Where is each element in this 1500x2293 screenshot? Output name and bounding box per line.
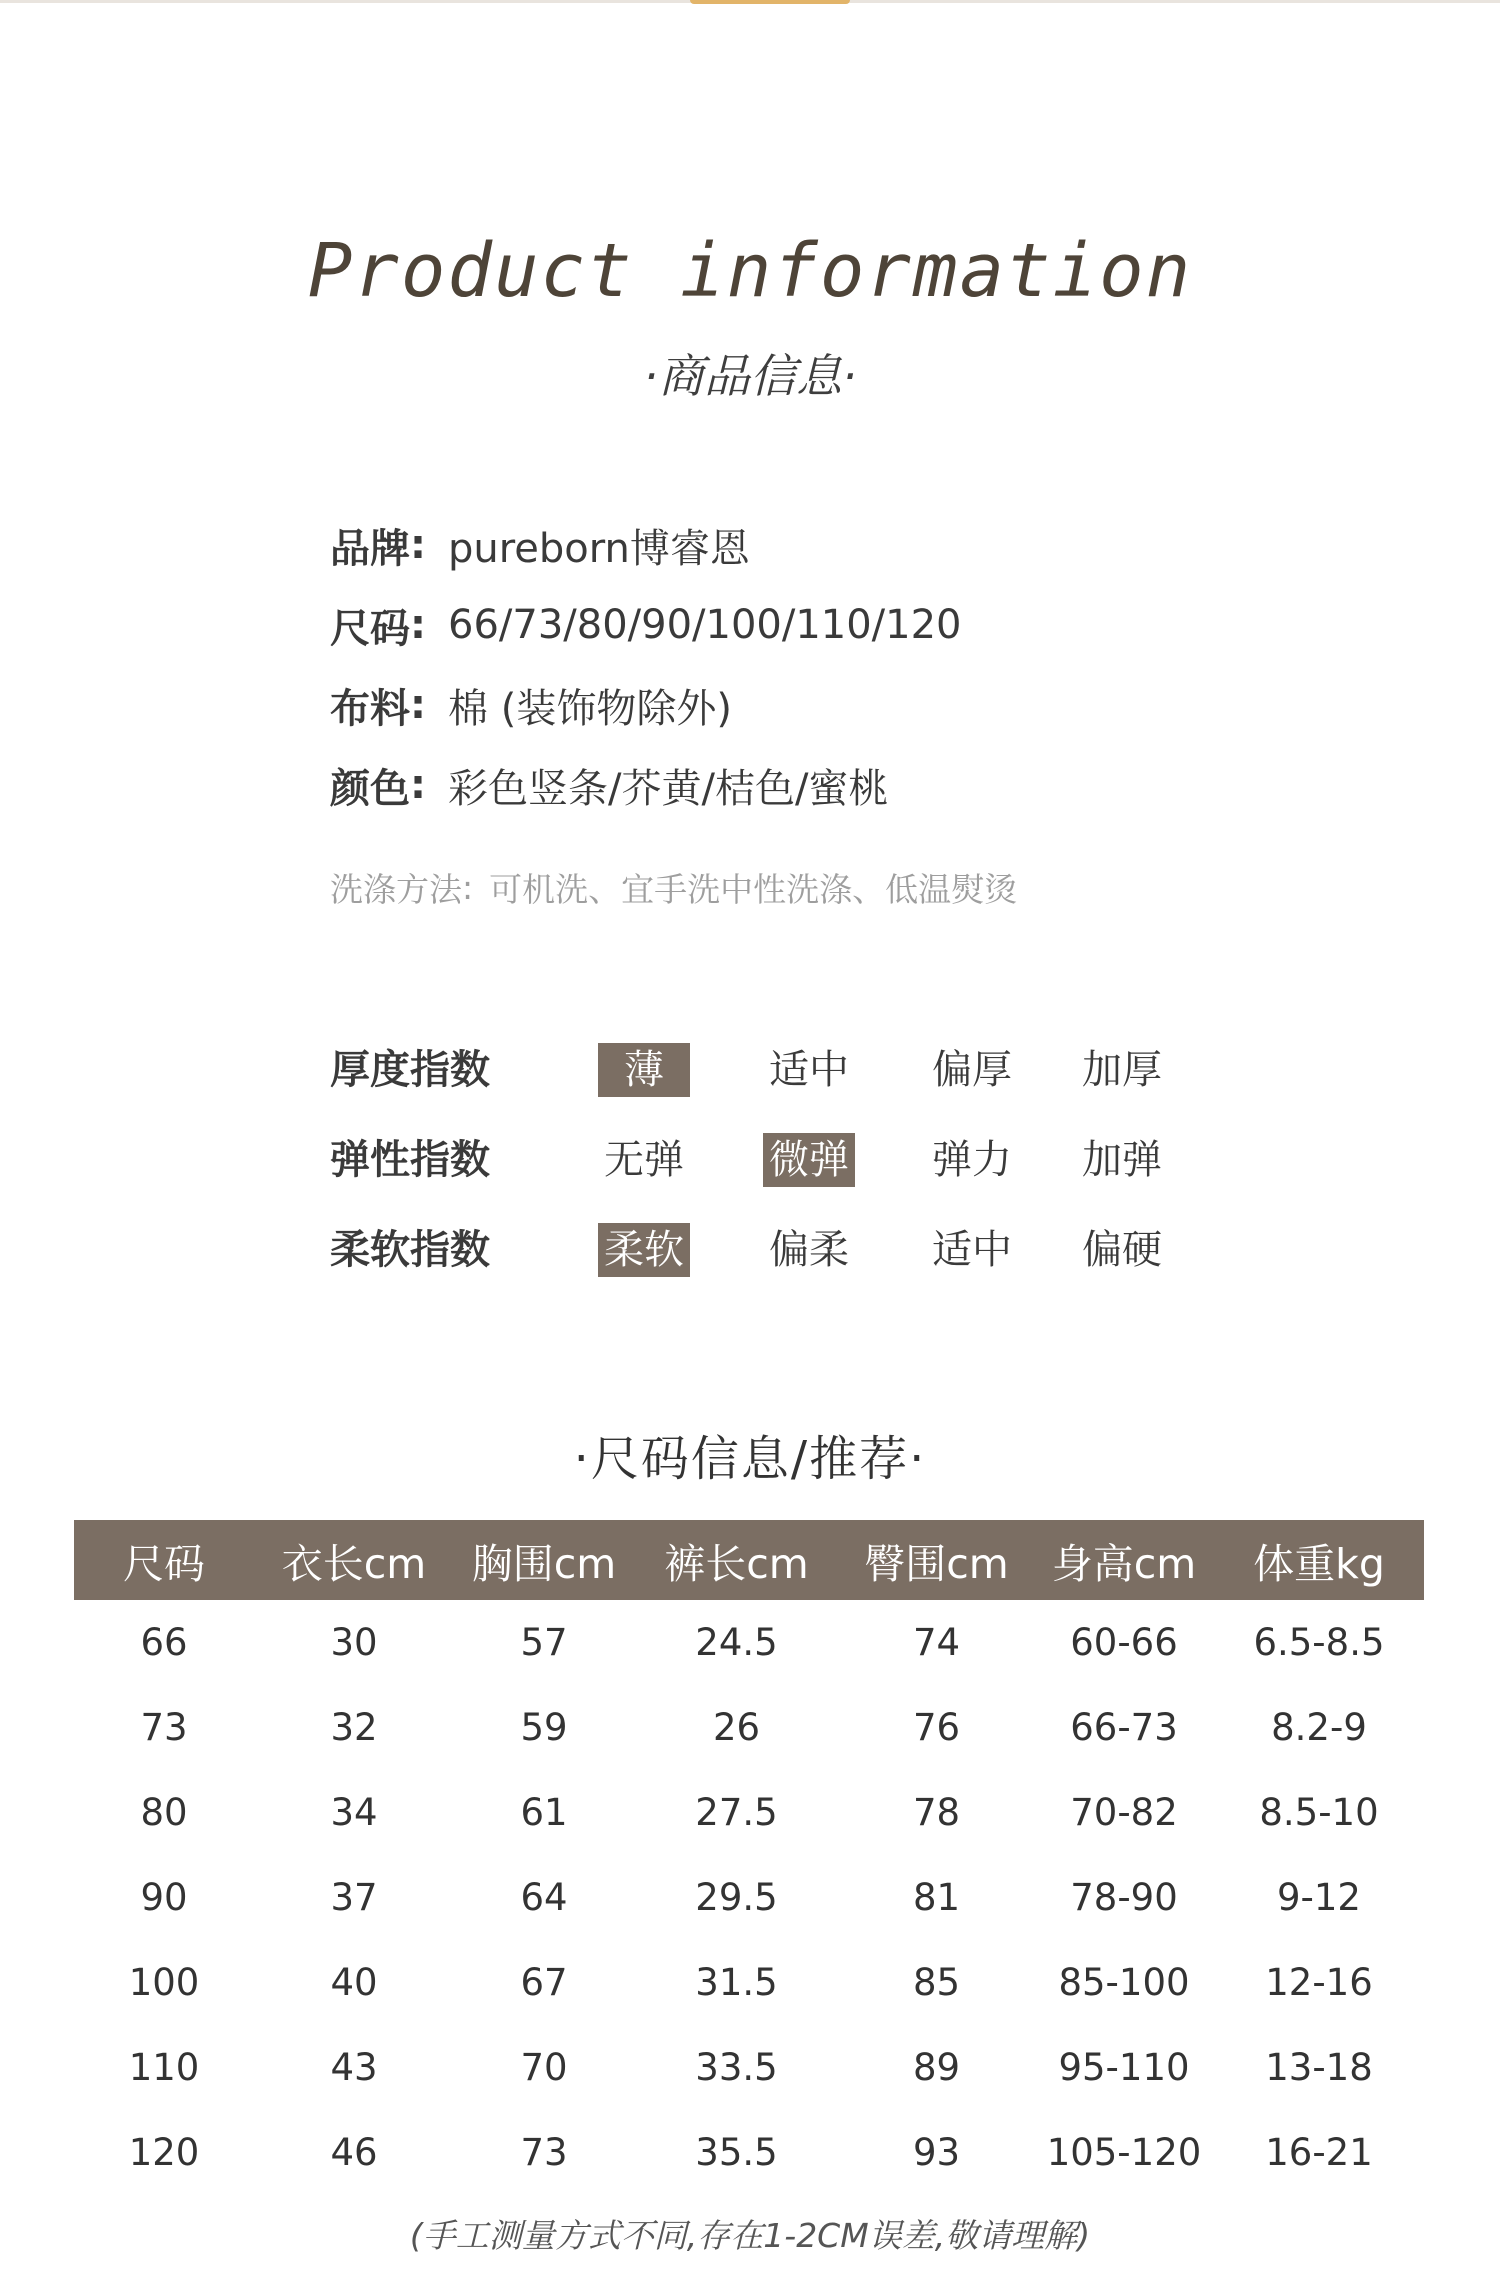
softness-option: 适中 (932, 1227, 1012, 1273)
table-cell: 93 (912, 2131, 961, 2174)
thickness-index-label: 厚度指数 (330, 1047, 490, 1093)
thickness-option: 薄 (598, 1043, 690, 1097)
table-cell: 90 (140, 1876, 188, 1919)
table-cell: 70-82 (1070, 1791, 1178, 1834)
table-cell: 33.5 (695, 2046, 778, 2089)
table-cell: 61 (520, 1791, 568, 1834)
table-cell: 16-21 (1265, 2131, 1373, 2174)
table-cell: 80 (140, 1791, 188, 1834)
table-cell: 6.5-8.5 (1253, 1621, 1385, 1664)
table-cell: 73 (140, 1706, 188, 1749)
thickness-option: 偏厚 (932, 1047, 1012, 1093)
table-cell: 57 (520, 1621, 568, 1664)
info-size-sep: : (410, 602, 426, 648)
top-accent-mark (690, 0, 850, 4)
info-wash-sep: : (462, 867, 474, 907)
info-fabric (330, 665, 1017, 745)
table-cell: 120 (128, 2131, 200, 2174)
table-cell: 81 (912, 1876, 961, 1919)
elasticity-option: 无弹 (604, 1137, 684, 1183)
column-header: 衣长cm (254, 1520, 454, 1600)
info-brand-sep: : (410, 522, 426, 568)
info-color-sep: : (410, 762, 426, 808)
table-row (74, 1600, 1424, 1685)
info-size-value: 66/73/80/90/100/110/120 (448, 602, 962, 648)
table-cell: 35.5 (695, 2131, 778, 2174)
table-cell: 46 (330, 2131, 378, 2174)
table-cell: 110 (128, 2046, 200, 2089)
table-cell: 66-73 (1070, 1706, 1178, 1749)
column-header: 裤长cm (634, 1520, 839, 1600)
info-wash-label: 洗涤方法 (330, 869, 462, 909)
column-header: 身高cm (1034, 1520, 1214, 1600)
softness-index-label: 柔软指数 (330, 1227, 490, 1273)
table-cell: 74 (912, 1621, 961, 1664)
table-cell: 78 (912, 1791, 961, 1834)
table-cell: 8.5-10 (1259, 1791, 1379, 1834)
table-cell: 13-18 (1265, 2046, 1373, 2089)
table-cell: 43 (330, 2046, 378, 2089)
elasticity-option: 加弹 (1082, 1137, 1162, 1183)
table-cell: 64 (520, 1876, 568, 1919)
info-color-label: 颜色 (330, 765, 410, 812)
table-cell: 73 (520, 2131, 568, 2174)
softness-option: 柔软 (598, 1223, 690, 1277)
column-header: 臀围cm (839, 1520, 1034, 1600)
table-cell: 34 (330, 1791, 378, 1834)
info-wash-value: 可机洗、宜手洗中性洗涤、低温熨烫 (489, 869, 1018, 909)
info-brand-label: 品牌 (330, 525, 410, 572)
table-cell: 76 (912, 1706, 961, 1749)
thickness-option: 适中 (769, 1047, 849, 1093)
info-color-value: 彩色竖条/芥黄/桔色/蜜桃 (448, 765, 889, 812)
size-table (74, 1520, 1424, 2195)
elasticity-index-label: 弹性指数 (330, 1137, 490, 1183)
measurement-note: (手工测量方式不同,存在1-2CM误差,敬请理解) (409, 2216, 1091, 2255)
elasticity-option: 弹力 (932, 1137, 1012, 1183)
size-section-title: ·尺码信息/推荐· (573, 1431, 927, 1487)
table-cell: 95-110 (1058, 2046, 1190, 2089)
table-cell: 37 (330, 1876, 378, 1919)
table-cell: 24.5 (695, 1621, 778, 1664)
table-cell: 30 (330, 1621, 378, 1664)
elasticity-index-row (330, 1130, 1230, 1220)
table-row (74, 1770, 1424, 1855)
table-cell: 85-100 (1058, 1961, 1190, 2004)
thickness-option: 加厚 (1082, 1047, 1162, 1093)
table-row (74, 1940, 1424, 2025)
thickness-index-row (330, 1040, 1230, 1130)
table-row (74, 2025, 1424, 2110)
table-cell: 66 (140, 1621, 188, 1664)
table-cell: 105-120 (1046, 2131, 1202, 2174)
column-header: 体重kg (1214, 1520, 1424, 1600)
table-cell: 29.5 (695, 1876, 778, 1919)
info-fabric-value: 棉 (装饰物除外) (448, 685, 732, 732)
info-brand-value: pureborn博睿恩 (448, 525, 750, 572)
table-row (74, 1685, 1424, 1770)
info-size (330, 585, 1017, 665)
info-brand (330, 505, 1017, 585)
softness-option: 偏硬 (1082, 1227, 1162, 1273)
fabric-index-panel (330, 1040, 1230, 1310)
table-cell: 12-16 (1265, 1961, 1373, 2004)
column-header: 胸围cm (454, 1520, 634, 1600)
table-cell: 27.5 (695, 1791, 778, 1834)
table-row (74, 1855, 1424, 1940)
table-cell: 9-12 (1277, 1876, 1361, 1919)
elasticity-option: 微弹 (763, 1133, 855, 1187)
table-cell: 60-66 (1070, 1621, 1178, 1664)
info-color (330, 745, 1017, 825)
page-subtitle: ·商品信息· (643, 349, 857, 403)
table-cell: 59 (520, 1706, 568, 1749)
softness-option: 偏柔 (769, 1227, 849, 1273)
table-cell: 32 (330, 1706, 378, 1749)
size-table-header (74, 1520, 1424, 1600)
product-info-list (330, 505, 1017, 927)
table-cell: 8.2-9 (1271, 1706, 1367, 1749)
info-size-label: 尺码 (330, 605, 410, 652)
info-fabric-label: 布料 (330, 685, 410, 732)
column-header: 尺码 (74, 1520, 254, 1600)
page-title: Product information (307, 228, 1193, 314)
softness-index-row (330, 1220, 1230, 1310)
table-cell: 85 (912, 1961, 961, 2004)
table-cell: 100 (128, 1961, 200, 2004)
table-cell: 26 (712, 1706, 761, 1749)
table-cell: 31.5 (695, 1961, 778, 2004)
table-cell: 40 (330, 1961, 378, 2004)
table-row (74, 2110, 1424, 2195)
info-wash (330, 847, 1017, 927)
table-cell: 67 (520, 1961, 568, 2004)
table-cell: 70 (520, 2046, 568, 2089)
table-cell: 78-90 (1070, 1876, 1178, 1919)
info-fabric-sep: : (410, 682, 426, 728)
table-cell: 89 (912, 2046, 961, 2089)
